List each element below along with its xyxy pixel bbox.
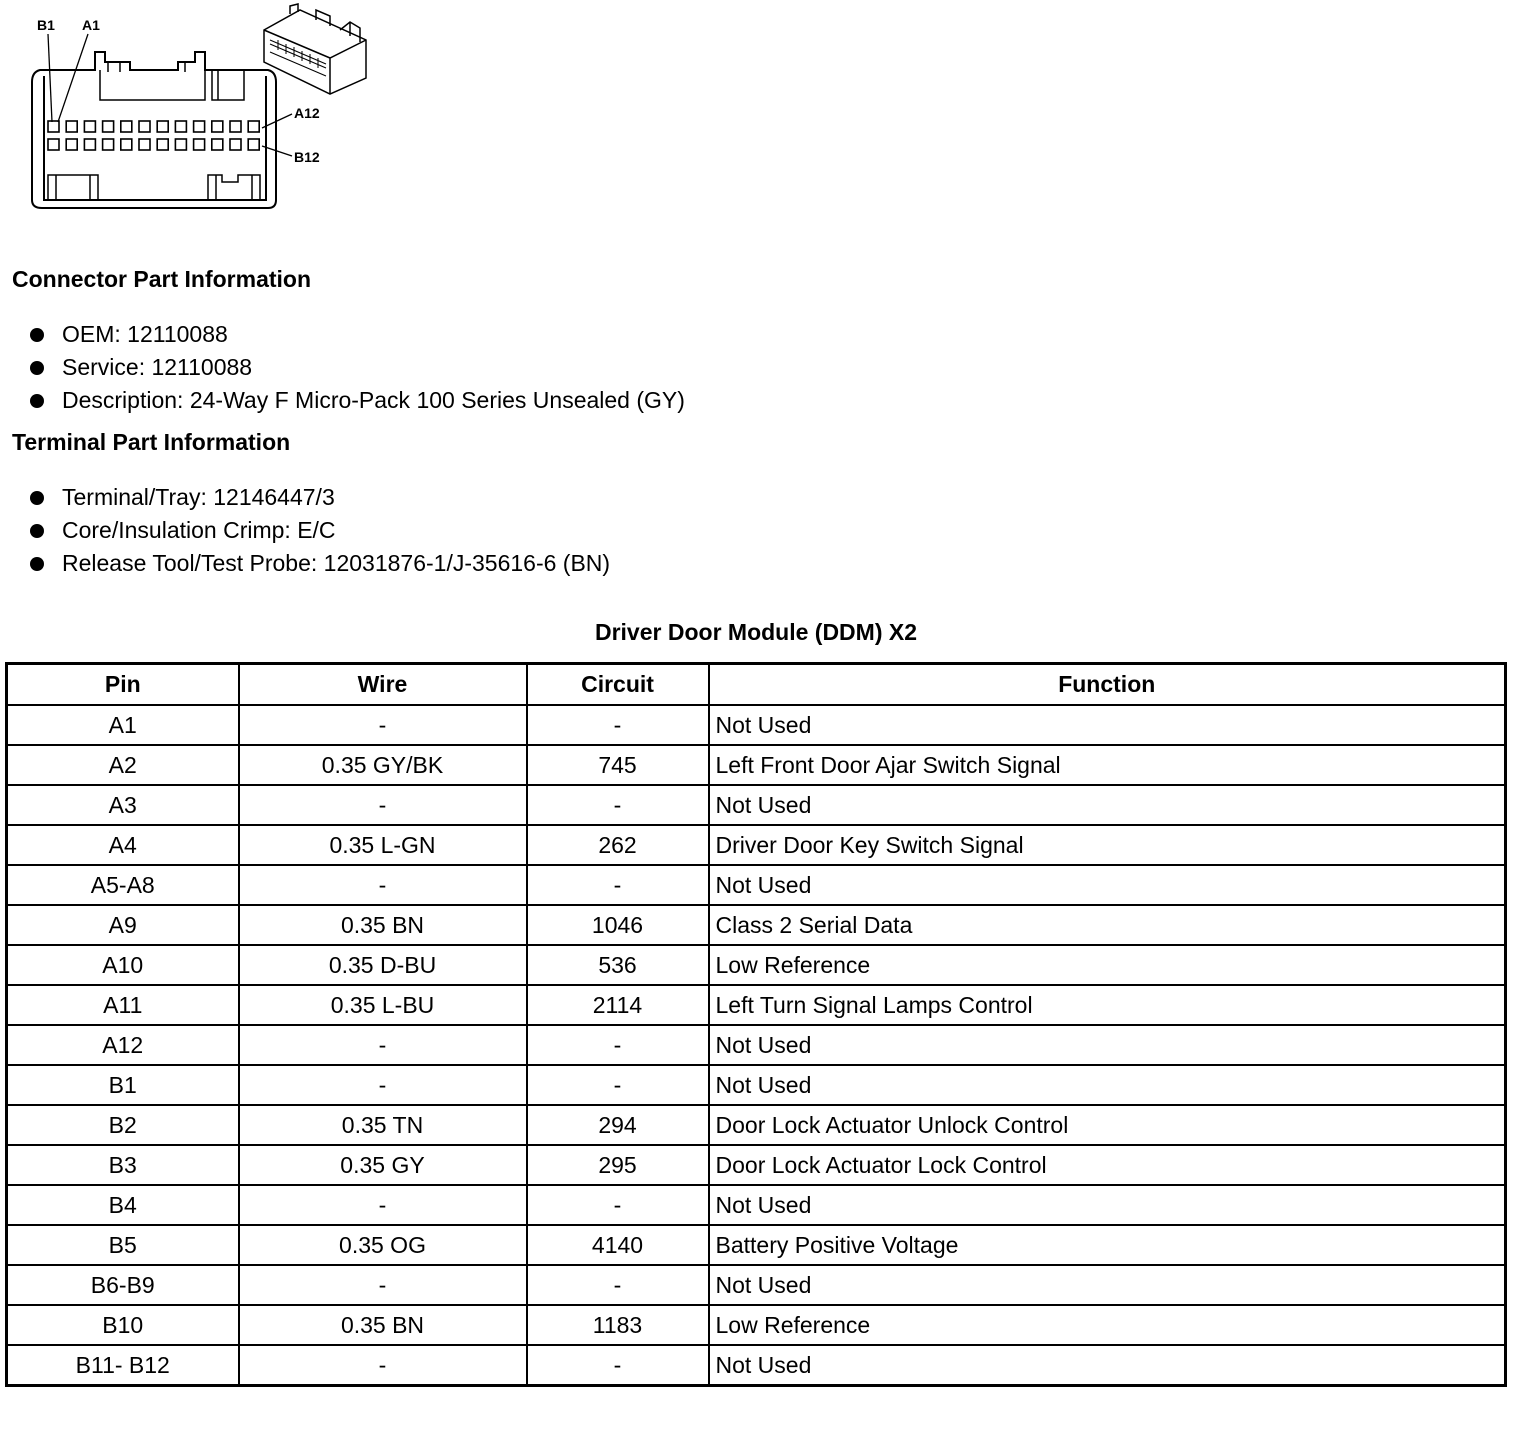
header-function: Function (709, 664, 1506, 706)
table-row (7, 705, 1506, 745)
cell-pin: B1 (7, 1065, 239, 1105)
label-a1: A1 (82, 17, 100, 33)
bullet-icon (30, 328, 44, 342)
table-row (7, 985, 1506, 1025)
terminal-part-info-heading: Terminal Part Information (12, 429, 291, 455)
table-row (7, 1265, 1506, 1305)
bullet-icon (30, 524, 44, 538)
cell-function: Not Used (709, 1345, 1506, 1386)
table-row (7, 865, 1506, 905)
table-row (7, 1225, 1506, 1265)
cell-pin: B4 (7, 1185, 239, 1225)
cell-function: Not Used (709, 1025, 1506, 1065)
cell-pin: A10 (7, 945, 239, 985)
cell-pin: A4 (7, 825, 239, 865)
table-row (7, 1025, 1506, 1065)
cell-function: Not Used (709, 1265, 1506, 1305)
pin-cavity (48, 121, 59, 132)
pin-cavity (194, 121, 205, 132)
cell-circuit: - (527, 1065, 709, 1105)
cell-wire: 0.35 L-BU (239, 985, 527, 1025)
pin-cavity (66, 139, 77, 150)
pin-cavity (84, 139, 95, 150)
table-row (7, 1105, 1506, 1145)
pin-cavity (139, 121, 150, 132)
list-item: Description: 24-Way F Micro-Pack 100 Series Unsealed (GY) (28, 384, 685, 417)
table-row (7, 1145, 1506, 1185)
bullet-icon (30, 557, 44, 571)
pin-cavity (139, 139, 150, 150)
cell-function: Low Reference (709, 1305, 1506, 1345)
terminal-part-info-list (28, 481, 610, 580)
cell-wire: 0.35 TN (239, 1105, 527, 1145)
bullet-icon (30, 394, 44, 408)
label-b12: B12 (294, 149, 320, 165)
pin-cavity (175, 139, 186, 150)
cell-circuit: - (527, 1025, 709, 1065)
pin-cavity (157, 139, 168, 150)
list-item: Terminal/Tray: 12146447/3 (28, 481, 610, 514)
cell-pin: B2 (7, 1105, 239, 1145)
pin-cavity (66, 121, 77, 132)
cell-function: Class 2 Serial Data (709, 905, 1506, 945)
list-item: Core/Insulation Crimp: E/C (28, 514, 610, 547)
cell-circuit: 1183 (527, 1305, 709, 1345)
table-row (7, 745, 1506, 785)
cell-function: Left Front Door Ajar Switch Signal (709, 745, 1506, 785)
table-row (7, 905, 1506, 945)
cell-pin: A11 (7, 985, 239, 1025)
cell-function: Not Used (709, 1065, 1506, 1105)
cell-pin: A5-A8 (7, 865, 239, 905)
pin-cavity (103, 139, 114, 150)
cell-circuit: - (527, 705, 709, 745)
header-wire: Wire (239, 664, 527, 706)
pin-table (5, 662, 1507, 1387)
header-circuit: Circuit (527, 664, 709, 706)
connector-diagram (0, 0, 400, 220)
cell-function: Not Used (709, 1185, 1506, 1225)
cell-wire: 0.35 GY/BK (239, 745, 527, 785)
header-pin: Pin (7, 664, 239, 706)
connector-part-info-heading: Connector Part Information (12, 266, 312, 292)
pin-cavity (212, 139, 223, 150)
cell-circuit: - (527, 1265, 709, 1305)
pin-cavity (84, 121, 95, 132)
cell-circuit: 536 (527, 945, 709, 985)
cell-wire: 0.35 OG (239, 1225, 527, 1265)
cell-function: Driver Door Key Switch Signal (709, 825, 1506, 865)
connector-3d-sketch (264, 4, 366, 94)
pin-cavity (248, 121, 259, 132)
table-row (7, 1305, 1506, 1345)
pin-cavity (230, 139, 241, 150)
table-row (7, 945, 1506, 985)
cell-circuit: 745 (527, 745, 709, 785)
list-item: OEM: 12110088 (28, 318, 685, 351)
cell-function: Not Used (709, 705, 1506, 745)
cell-wire: - (239, 1345, 527, 1386)
cell-wire: 0.35 D-BU (239, 945, 527, 985)
table-header-row (7, 664, 1506, 706)
cell-circuit: - (527, 1185, 709, 1225)
cell-function: Battery Positive Voltage (709, 1225, 1506, 1265)
cell-wire: 0.35 BN (239, 1305, 527, 1345)
label-a12: A12 (294, 105, 320, 121)
table-row (7, 1065, 1506, 1105)
cell-circuit: 4140 (527, 1225, 709, 1265)
list-item: Release Tool/Test Probe: 12031876-1/J-35616-6 (BN) (28, 547, 610, 580)
pin-cavity (121, 139, 132, 150)
table-row (7, 1345, 1506, 1386)
list-item: Service: 12110088 (28, 351, 685, 384)
pin-cavity (48, 139, 59, 150)
cell-function: Door Lock Actuator Lock Control (709, 1145, 1506, 1185)
table-title: Driver Door Module (DDM) X2 (594, 619, 918, 645)
cell-pin: A9 (7, 905, 239, 945)
cell-circuit: - (527, 1345, 709, 1386)
cell-circuit: 262 (527, 825, 709, 865)
pin-cavity (175, 121, 186, 132)
cell-function: Door Lock Actuator Unlock Control (709, 1105, 1506, 1145)
cell-pin: B11- B12 (7, 1345, 239, 1386)
label-b1: B1 (37, 17, 55, 33)
cell-circuit: 295 (527, 1145, 709, 1185)
cell-circuit: 1046 (527, 905, 709, 945)
table-row (7, 785, 1506, 825)
cell-pin: B5 (7, 1225, 239, 1265)
cell-wire: 0.35 L-GN (239, 825, 527, 865)
cell-function: Not Used (709, 865, 1506, 905)
cell-wire: - (239, 1065, 527, 1105)
cell-pin: A1 (7, 705, 239, 745)
cell-circuit: - (527, 865, 709, 905)
pin-cavity (230, 121, 241, 132)
cell-pin: A2 (7, 745, 239, 785)
cell-pin: A12 (7, 1025, 239, 1065)
cell-pin: B10 (7, 1305, 239, 1345)
pin-cavity (103, 121, 114, 132)
pin-cavity (157, 121, 168, 132)
pin-cavity (121, 121, 132, 132)
table-row (7, 1185, 1506, 1225)
cell-wire: - (239, 1265, 527, 1305)
cell-wire: - (239, 705, 527, 745)
cell-wire: 0.35 GY (239, 1145, 527, 1185)
cell-wire: 0.35 BN (239, 905, 527, 945)
cell-circuit: 294 (527, 1105, 709, 1145)
cell-wire: - (239, 865, 527, 905)
bullet-icon (30, 491, 44, 505)
table-row (7, 825, 1506, 865)
cell-pin: B6-B9 (7, 1265, 239, 1305)
cell-pin: B3 (7, 1145, 239, 1185)
cell-wire: - (239, 785, 527, 825)
pin-cavity (194, 139, 205, 150)
cell-function: Not Used (709, 785, 1506, 825)
pin-cavity (248, 139, 259, 150)
bullet-icon (30, 361, 44, 375)
pin-cavity (212, 121, 223, 132)
cell-circuit: - (527, 785, 709, 825)
cell-function: Left Turn Signal Lamps Control (709, 985, 1506, 1025)
cell-pin: A3 (7, 785, 239, 825)
connector-part-info-list (28, 318, 685, 417)
cell-wire: - (239, 1185, 527, 1225)
cell-wire: - (239, 1025, 527, 1065)
cell-function: Low Reference (709, 945, 1506, 985)
cell-circuit: 2114 (527, 985, 709, 1025)
